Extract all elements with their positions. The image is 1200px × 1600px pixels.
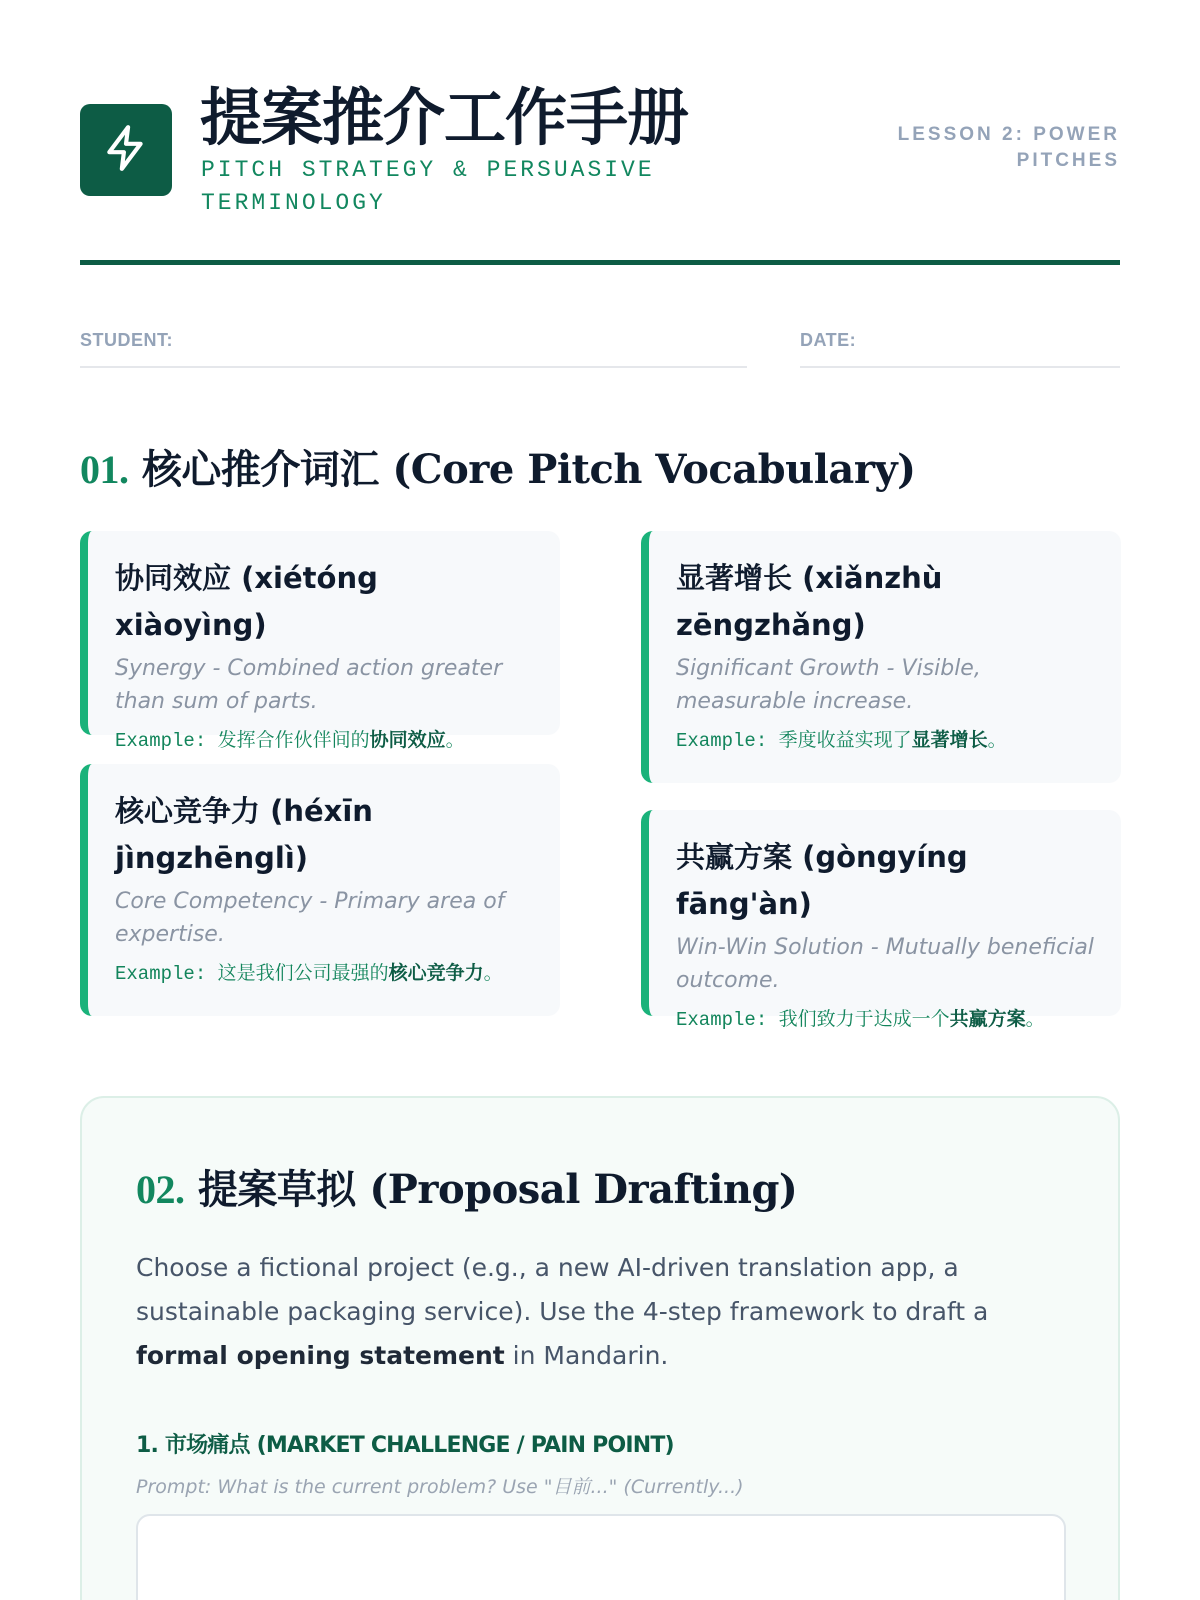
vocab-example: [676, 1005, 1097, 1034]
section-2-heading: [136, 1158, 797, 1215]
vocab-definition: Synergy - Combined action greater than sum of parts.: [115, 656, 503, 714]
student-field[interactable]: [80, 320, 747, 368]
vocab-definition: Significant Growth - Visible, measurable increase.: [676, 656, 981, 714]
step-1-prompt: Prompt: What is the current problem? Use "目前..." (Currently...): [136, 1476, 744, 1498]
vocab-term: 协同效应 (xiétóng xiàoyìng): [115, 561, 378, 642]
vocab-example: [115, 959, 536, 988]
vocab-definition: Win-Win Solution - Mutually beneficial outcome.: [676, 935, 1094, 993]
example-text: 发挥合作伙伴间的: [217, 729, 370, 751]
example-keyword: 协同效应: [369, 729, 446, 751]
section-1-number: 01.: [80, 447, 129, 492]
section-2-title: 提案草拟 (Proposal Drafting): [197, 1166, 798, 1213]
section-1-heading: [80, 438, 916, 495]
date-label: DATE:: [800, 330, 857, 350]
section-2-instructions: [136, 1246, 1036, 1378]
vocab-card-core-competency: [80, 764, 560, 1016]
vocab-term: 核心竞争力 (héxīn jìngzhēnglì): [115, 794, 373, 875]
page-subtitle: PITCH STRATEGY & PERSUASIVE TERMINOLOGY: [201, 157, 655, 216]
example-sentence: [218, 729, 465, 751]
instructions-emphasis: formal opening statement: [136, 1341, 505, 1370]
lightning-bolt-icon: [101, 123, 151, 178]
example-punctuation: 。: [445, 729, 465, 751]
step-1-title: 1. 市场痛点 (MARKET CHALLENGE / PAIN POINT): [136, 1433, 674, 1458]
student-label: STUDENT:: [80, 330, 173, 350]
date-field[interactable]: [800, 320, 1120, 368]
step-1-answer-box[interactable]: [136, 1514, 1066, 1600]
instructions-text: Choose a fictional project (e.g., a new AI-driven translation app, a sustainable packaging service). Use the 4-step framework to draft a: [136, 1253, 989, 1326]
worksheet-header: [80, 82, 1120, 262]
section-1-title: 核心推介词汇 (Core Pitch Vocabulary): [141, 446, 916, 493]
example-keyword: 显著增长: [911, 729, 988, 751]
vocab-term: 共赢方案 (gòngyíng fāng'àn): [676, 840, 968, 921]
example-prefix: Example:: [115, 730, 207, 752]
vocab-card-win-win: [641, 810, 1121, 1031]
example-sentence: [218, 962, 503, 984]
vocab-definition: Core Competency - Primary area of expertise.: [115, 889, 505, 947]
example-sentence: [779, 729, 1007, 751]
example-prefix: Example:: [115, 963, 207, 985]
page-title: 提案推介工作手册: [200, 81, 689, 154]
section-2-number: 02.: [136, 1167, 185, 1212]
proposal-drafting-panel: [80, 1096, 1120, 1600]
vocab-example: [115, 726, 536, 755]
vocab-card-synergy: [80, 531, 560, 752]
example-keyword: 共赢方案: [949, 1008, 1026, 1030]
brand-logo: [80, 104, 172, 196]
example-prefix: Example:: [676, 1009, 768, 1031]
example-keyword: 核心竞争力: [388, 962, 484, 984]
example-text: 季度收益实现了: [778, 729, 912, 751]
example-sentence: [779, 1008, 1045, 1030]
instructions-text-end: in Mandarin.: [504, 1341, 669, 1370]
example-text: 这是我们公司最强的: [217, 962, 389, 984]
example-text: 我们致力于达成一个: [778, 1008, 950, 1030]
example-punctuation: 。: [987, 729, 1007, 751]
example-prefix: Example:: [676, 730, 768, 752]
vocab-term: 显著增长 (xiǎnzhù zēngzhǎng): [676, 561, 943, 642]
header-divider: [80, 260, 1120, 265]
example-punctuation: 。: [1025, 1008, 1045, 1030]
lesson-label: LESSON 2: POWER PITCHES: [897, 124, 1120, 171]
vocab-card-significant-growth: [641, 531, 1121, 783]
example-punctuation: 。: [483, 962, 503, 984]
vocab-example: [676, 726, 1097, 755]
